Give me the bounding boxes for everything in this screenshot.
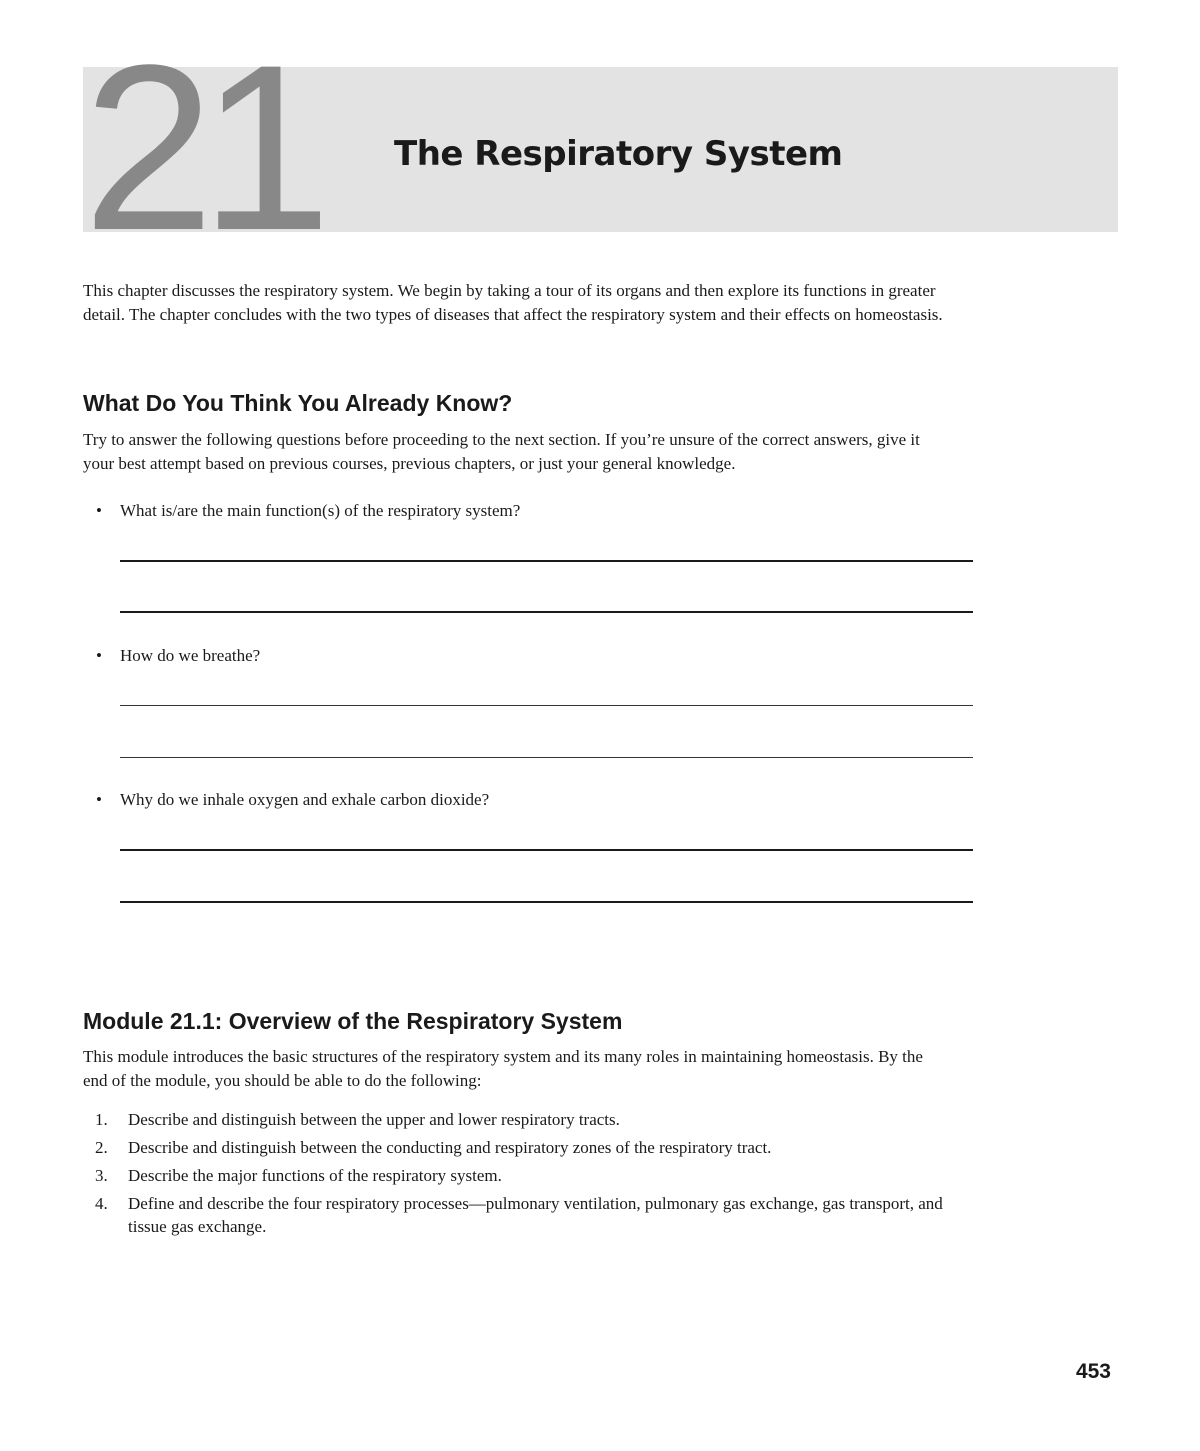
chapter-intro: This chapter discusses the respiratory system. We begin by taking a tour of its organs and then explore its functions in greater detail. The chapter concludes with the two types of diseases that affect the respiratory system and their effects on homeostasis. bbox=[83, 281, 943, 324]
list-text: Describe and distinguish between the upper and lower respiratory tracts. bbox=[128, 1110, 620, 1129]
chapter-number: 21 bbox=[83, 16, 318, 280]
list-number: 1. bbox=[95, 1110, 108, 1129]
list-number: 2. bbox=[95, 1138, 108, 1157]
question-text: Why do we inhale oxygen and exhale carbon dioxide? bbox=[120, 790, 490, 809]
bullet-icon: • bbox=[96, 790, 102, 809]
question-item bbox=[96, 644, 260, 668]
answer-line[interactable] bbox=[120, 757, 973, 758]
list-text: Define and describe the four respiratory processes—pulmonary ventilation, pulmonary gas exchange, gas transport, and tissue gas exchange. bbox=[128, 1194, 943, 1236]
question-item bbox=[96, 499, 520, 523]
list-item bbox=[83, 1108, 963, 1131]
prior-knowledge-instructions: Try to answer the following questions before proceeding to the next section. If you’re unsure of the correct answers, give it your best attempt based on previous courses, previous chapters, or just your general knowledge. bbox=[83, 430, 920, 473]
page-number: 453 bbox=[1075, 1360, 1111, 1383]
answer-line[interactable] bbox=[120, 611, 973, 613]
answer-line[interactable] bbox=[120, 705, 973, 706]
question-text: How do we breathe? bbox=[120, 646, 261, 665]
bullet-icon: • bbox=[96, 501, 102, 520]
answer-line[interactable] bbox=[120, 849, 973, 851]
question-item bbox=[96, 788, 489, 812]
learning-objectives bbox=[83, 1108, 963, 1243]
chapter-title: The Respiratory System bbox=[394, 134, 843, 174]
module-intro: This module introduces the basic structures of the respiratory system and its many roles in maintaining homeostasis. By the end of the module, you should be able to do the following: bbox=[83, 1047, 923, 1090]
prior-knowledge-heading: What Do You Think You Already Know? bbox=[83, 390, 513, 416]
list-item bbox=[83, 1192, 963, 1238]
list-text: Describe the major functions of the respiratory system. bbox=[128, 1166, 502, 1185]
bullet-icon: • bbox=[96, 646, 102, 665]
list-item bbox=[83, 1164, 963, 1187]
list-number: 3. bbox=[95, 1166, 108, 1185]
list-number: 4. bbox=[95, 1194, 108, 1213]
answer-line[interactable] bbox=[120, 901, 973, 903]
list-item bbox=[83, 1136, 963, 1159]
answer-line[interactable] bbox=[120, 560, 973, 562]
list-text: Describe and distinguish between the conducting and respiratory zones of the respiratory tract. bbox=[128, 1138, 772, 1157]
question-text: What is/are the main function(s) of the respiratory system? bbox=[120, 501, 521, 520]
module-heading: Module 21.1: Overview of the Respiratory System bbox=[83, 1008, 623, 1034]
